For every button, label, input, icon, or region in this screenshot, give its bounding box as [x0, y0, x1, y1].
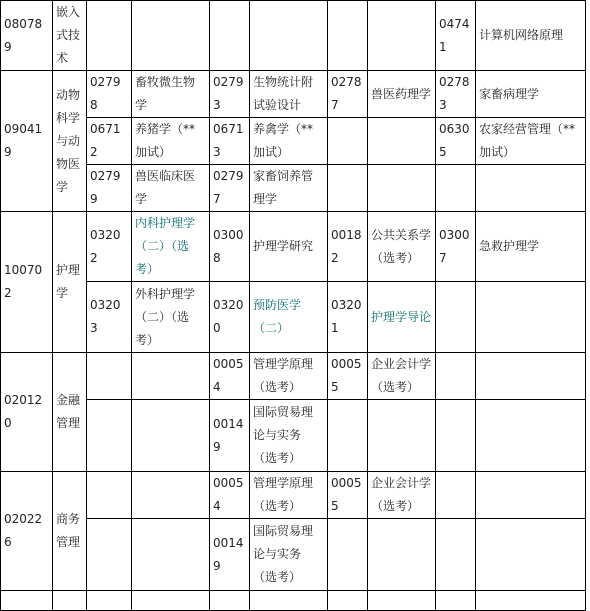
- table-cell: 00054: [210, 472, 250, 519]
- table-cell: [476, 353, 586, 400]
- table-cell: 家畜饲养管理学: [250, 165, 328, 212]
- table-cell: 00182: [328, 212, 368, 282]
- table-cell: 090419: [1, 71, 53, 212]
- table-cell: 企业会计学（选考）: [368, 353, 436, 400]
- table-cell: [436, 591, 476, 611]
- table-cell: [250, 1, 328, 71]
- table-cell: [328, 1, 368, 71]
- table-cell: [436, 282, 476, 353]
- table-cell: 02793: [210, 71, 250, 118]
- table-cell: 00055: [328, 353, 368, 400]
- table-cell: 020226: [1, 472, 53, 591]
- table-cell: 护理学研究: [250, 212, 328, 282]
- table-cell: 国际贸易理论与实务（选考）: [250, 519, 328, 591]
- table-cell: 嵌入式技术: [53, 1, 87, 71]
- table-cell: [132, 400, 210, 472]
- table-row: [1, 212, 586, 282]
- table-cell: 兽医临床医学: [132, 165, 210, 212]
- table-cell: [87, 353, 132, 400]
- table-cell: [476, 519, 586, 591]
- table-cell: 02787: [328, 71, 368, 118]
- table-cell: [476, 400, 586, 472]
- table-cell: [476, 165, 586, 212]
- table-cell[interactable]: 预防医学（二）: [250, 282, 328, 353]
- table-cell: [87, 519, 132, 591]
- table-cell: [476, 282, 586, 353]
- table-row: [1, 353, 586, 400]
- table-cell: 02799: [87, 165, 132, 212]
- table-row: [1, 1, 586, 71]
- table-cell: [132, 353, 210, 400]
- table-cell: [368, 165, 436, 212]
- table-cell: [132, 519, 210, 591]
- table-cell: 农家经营管理（**加试）: [476, 118, 586, 165]
- table-cell: 03200: [210, 282, 250, 353]
- table-cell: [476, 472, 586, 519]
- table-cell: 00149: [210, 400, 250, 472]
- table-cell: 动物科学与动物医学: [53, 71, 87, 212]
- table-cell: [210, 1, 250, 71]
- table-cell: 100702: [1, 212, 53, 353]
- table-cell: 06305: [436, 118, 476, 165]
- table-cell: 公共关系学（选考）: [368, 212, 436, 282]
- table-cell: [210, 591, 250, 611]
- table-cell: 急救护理学: [476, 212, 586, 282]
- table-cell: 畜牧微生物学: [132, 71, 210, 118]
- table-cell: 06712: [87, 118, 132, 165]
- table-cell: 00054: [210, 353, 250, 400]
- table-cell: 02797: [210, 165, 250, 212]
- table-row: [1, 400, 586, 472]
- table-cell: [368, 1, 436, 71]
- table-cell: [132, 591, 210, 611]
- table-cell: [436, 353, 476, 400]
- table-cell: [328, 118, 368, 165]
- table-cell: [368, 591, 436, 611]
- table-cell: 兽医药理学: [368, 71, 436, 118]
- table-cell: 03201: [328, 282, 368, 353]
- table-cell: [87, 472, 132, 519]
- table-cell: 06713: [210, 118, 250, 165]
- table-cell: [368, 519, 436, 591]
- table-cell: 金融管理: [53, 353, 87, 472]
- table-row: [1, 472, 586, 519]
- table-cell: 国际贸易理论与实务（选考）: [250, 400, 328, 472]
- table-cell: [132, 472, 210, 519]
- table-row: [1, 165, 586, 212]
- table-cell: 管理学原理（选考）: [250, 472, 328, 519]
- table-cell: [328, 591, 368, 611]
- table-cell: [53, 591, 87, 611]
- table-cell: [328, 165, 368, 212]
- table-cell: [87, 591, 132, 611]
- table-cell: 养禽学（**加试）: [250, 118, 328, 165]
- table-cell: [368, 118, 436, 165]
- table-cell: [436, 400, 476, 472]
- table-cell: 03008: [210, 212, 250, 282]
- table-cell: 020120: [1, 353, 53, 472]
- table-cell: 养猪学（**加试）: [132, 118, 210, 165]
- table-row: [1, 282, 586, 353]
- table-cell: 生物统计附试验设计: [250, 71, 328, 118]
- table-cell: 企业会计学（选考）: [368, 472, 436, 519]
- table-cell: 03007: [436, 212, 476, 282]
- table-cell: 080789: [1, 1, 53, 71]
- table-cell: 03203: [87, 282, 132, 353]
- table-row: [1, 591, 586, 611]
- table-row: [1, 519, 586, 591]
- table-cell: 护理学: [53, 212, 87, 353]
- table-cell: [328, 519, 368, 591]
- table-cell: [250, 591, 328, 611]
- table-cell: 04741: [436, 1, 476, 71]
- table-cell: [1, 591, 53, 611]
- table-cell: 家畜病理学: [476, 71, 586, 118]
- table-cell: 外科护理学（二）（选考）: [132, 282, 210, 353]
- table-cell: [368, 400, 436, 472]
- table-cell: [476, 591, 586, 611]
- table-cell[interactable]: 内科护理学（二）（选考）: [132, 212, 210, 282]
- table-cell: [436, 165, 476, 212]
- table-row: [1, 71, 586, 118]
- table-row: [1, 118, 586, 165]
- table-cell: 03202: [87, 212, 132, 282]
- table-cell: [87, 1, 132, 71]
- table-cell: 02783: [436, 71, 476, 118]
- table-cell: [436, 472, 476, 519]
- table-cell: [87, 400, 132, 472]
- table-cell: 00055: [328, 472, 368, 519]
- table-cell[interactable]: 护理学导论: [368, 282, 436, 353]
- table-cell: 计算机网络原理: [476, 1, 586, 71]
- table-cell: [132, 1, 210, 71]
- table-cell: 商务管理: [53, 472, 87, 591]
- table-cell: [436, 519, 476, 591]
- table-cell: [328, 400, 368, 472]
- table-cell: 00149: [210, 519, 250, 591]
- table-cell: 02798: [87, 71, 132, 118]
- table-cell: 管理学原理（选考）: [250, 353, 328, 400]
